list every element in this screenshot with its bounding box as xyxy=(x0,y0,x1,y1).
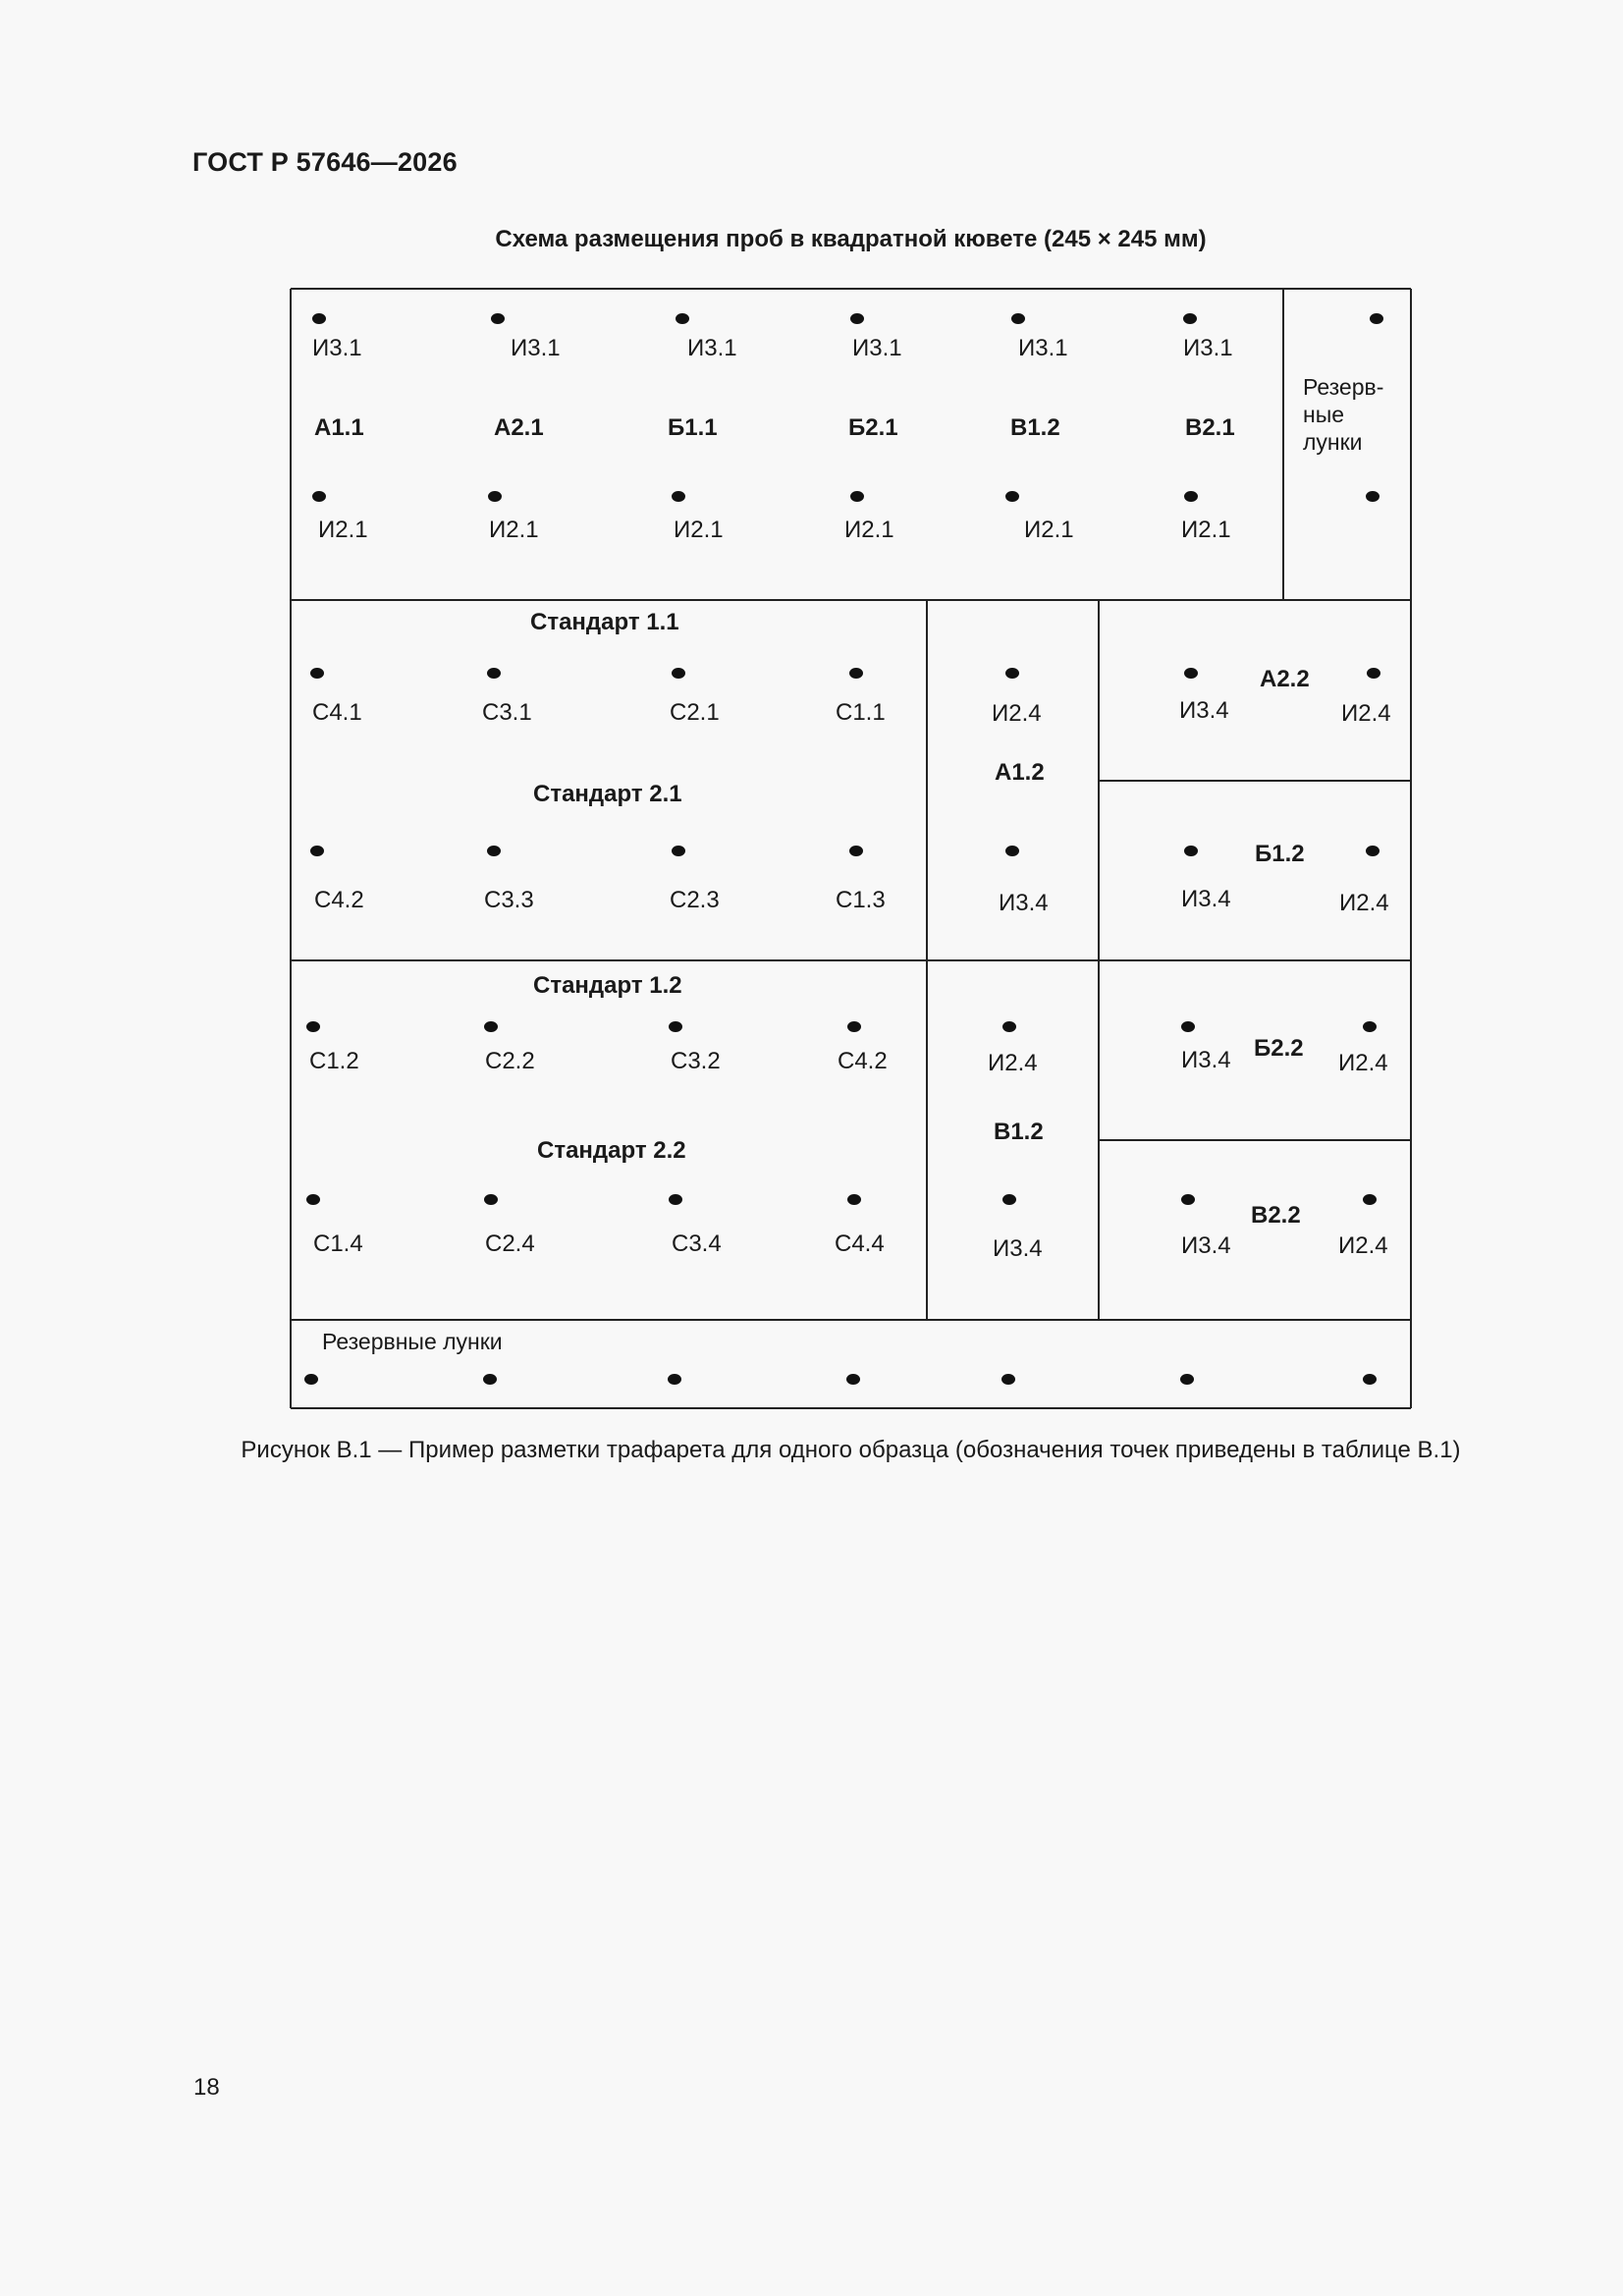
probe-label: И2.1 xyxy=(674,517,724,543)
standard-label: С2.2 xyxy=(485,1048,535,1074)
figure-caption: Рисунок В.1 — Пример разметки трафарета для одного образца (обозначения точек приведены в таблице В.1) xyxy=(241,1437,1461,1463)
standard-label: С1.3 xyxy=(836,887,886,913)
standard-title: Стандарт 2.1 xyxy=(533,781,682,807)
reserve-wells-bottom-label: Резервные лунки xyxy=(322,1329,503,1354)
well-dot xyxy=(846,1374,860,1385)
well-dot xyxy=(849,846,863,856)
well-dot xyxy=(304,1374,318,1385)
well-dot xyxy=(1181,1021,1195,1032)
well-dot xyxy=(1183,313,1197,324)
well-dot xyxy=(1366,491,1380,502)
standard-label: С3.2 xyxy=(671,1048,721,1074)
standard-label: С4.4 xyxy=(835,1230,885,1257)
standard-title: Стандарт 1.1 xyxy=(530,609,679,635)
well-dot xyxy=(1363,1021,1377,1032)
probe-label: И2.4 xyxy=(992,700,1042,727)
standard-label: С4.1 xyxy=(312,699,362,726)
well-dot xyxy=(1184,668,1198,679)
well-dot xyxy=(847,1021,861,1032)
well-dot xyxy=(487,846,501,856)
well-dot xyxy=(668,1374,681,1385)
probe-label: И3.1 xyxy=(852,335,902,361)
sample-label: В1.2 xyxy=(994,1119,1044,1145)
probe-label: И2.1 xyxy=(1181,517,1231,543)
probe-label: И3.1 xyxy=(312,335,362,361)
probe-label: И2.4 xyxy=(1338,1050,1388,1076)
probe-label: И2.1 xyxy=(489,517,539,543)
sample-label: А2.2 xyxy=(1260,666,1310,692)
reserve-wells-side-label: Резерв- ные лунки xyxy=(1303,374,1384,455)
standard-label: С1.1 xyxy=(836,699,886,726)
sample-label: В2.2 xyxy=(1251,1202,1301,1229)
probe-label: И3.1 xyxy=(1018,335,1068,361)
probe-label: И2.4 xyxy=(1341,700,1391,727)
sample-label: Б2.1 xyxy=(848,414,898,441)
well-dot xyxy=(306,1021,320,1032)
sample-label: Б1.1 xyxy=(668,414,718,441)
well-dot xyxy=(1366,846,1380,856)
probe-label: И2.4 xyxy=(988,1050,1038,1076)
standard-label: С3.4 xyxy=(672,1230,722,1257)
well-dot xyxy=(312,313,326,324)
well-dot xyxy=(1005,668,1019,679)
well-dot xyxy=(849,668,863,679)
well-dot xyxy=(1363,1374,1377,1385)
well-dot xyxy=(1370,313,1383,324)
well-dot xyxy=(487,668,501,679)
well-dot xyxy=(672,491,685,502)
well-dot xyxy=(1001,1374,1015,1385)
well-dot xyxy=(491,313,505,324)
well-dot xyxy=(850,491,864,502)
probe-label: И3.1 xyxy=(511,335,561,361)
well-dot xyxy=(1005,846,1019,856)
well-dot xyxy=(847,1194,861,1205)
well-dot xyxy=(312,491,326,502)
well-dot xyxy=(672,668,685,679)
probe-label: И3.4 xyxy=(1179,697,1229,724)
standard-title: Стандарт 2.2 xyxy=(537,1137,686,1164)
well-dot xyxy=(1181,1194,1195,1205)
standard-label: С4.2 xyxy=(314,887,364,913)
well-dot xyxy=(484,1194,498,1205)
standard-label: С3.1 xyxy=(482,699,532,726)
well-dot xyxy=(483,1374,497,1385)
probe-label: И2.1 xyxy=(844,517,894,543)
standard-label: С3.3 xyxy=(484,887,534,913)
well-dot xyxy=(1011,313,1025,324)
standard-label: С4.2 xyxy=(838,1048,888,1074)
sample-label: В2.1 xyxy=(1185,414,1235,441)
probe-label: И3.4 xyxy=(1181,886,1231,912)
sample-label: А1.2 xyxy=(995,759,1045,786)
scheme-title: Схема размещения проб в квадратной кювете (245 × 245 мм) xyxy=(495,226,1207,252)
well-dot xyxy=(1005,491,1019,502)
probe-label: И2.1 xyxy=(1024,517,1074,543)
probe-label: И3.4 xyxy=(993,1235,1043,1262)
well-dot xyxy=(1363,1194,1377,1205)
well-dot xyxy=(672,846,685,856)
standard-label: С2.4 xyxy=(485,1230,535,1257)
standard-label: С2.1 xyxy=(670,699,720,726)
well-dot xyxy=(669,1194,682,1205)
well-dot xyxy=(676,313,689,324)
well-dot xyxy=(306,1194,320,1205)
probe-label: И2.4 xyxy=(1339,890,1389,916)
probe-label: И2.1 xyxy=(318,517,368,543)
standard-label: С1.4 xyxy=(313,1230,363,1257)
sample-label: Б2.2 xyxy=(1254,1035,1304,1062)
probe-label: И3.1 xyxy=(687,335,737,361)
sample-label: Б1.2 xyxy=(1255,841,1305,867)
well-dot xyxy=(1180,1374,1194,1385)
standard-label: С1.2 xyxy=(309,1048,359,1074)
page-number: 18 xyxy=(193,2074,220,2101)
probe-label: И3.4 xyxy=(999,890,1049,916)
well-dot xyxy=(488,491,502,502)
well-dot xyxy=(1002,1021,1016,1032)
probe-label: И3.4 xyxy=(1181,1047,1231,1073)
well-dot xyxy=(310,668,324,679)
probe-label: И3.1 xyxy=(1183,335,1233,361)
well-dot xyxy=(484,1021,498,1032)
sample-label: А2.1 xyxy=(494,414,544,441)
probe-label: И2.4 xyxy=(1338,1232,1388,1259)
well-dot xyxy=(310,846,324,856)
well-dot xyxy=(850,313,864,324)
well-dot xyxy=(1367,668,1380,679)
well-dot xyxy=(669,1021,682,1032)
well-dot xyxy=(1184,491,1198,502)
well-dot xyxy=(1184,846,1198,856)
standard-label: С2.3 xyxy=(670,887,720,913)
standard-title: Стандарт 1.2 xyxy=(533,972,682,999)
sample-label: В1.2 xyxy=(1010,414,1060,441)
probe-label: И3.4 xyxy=(1181,1232,1231,1259)
well-dot xyxy=(1002,1194,1016,1205)
document-code: ГОСТ Р 57646—2026 xyxy=(192,147,458,177)
sample-label: А1.1 xyxy=(314,414,364,441)
